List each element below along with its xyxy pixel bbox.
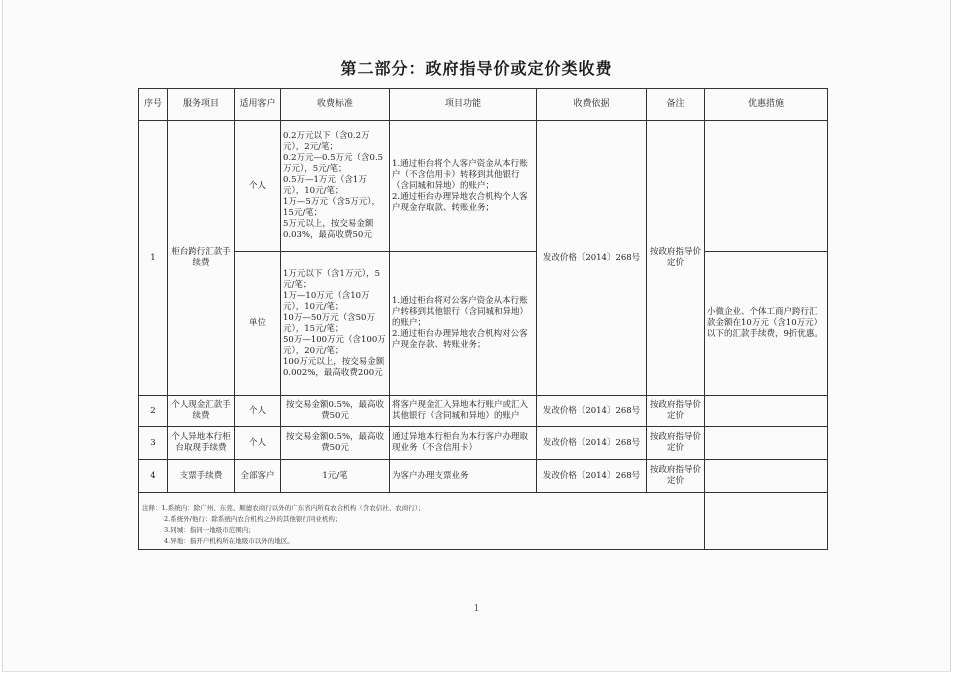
row1-seq: 1	[139, 121, 168, 396]
row1-remark: 按政府指导价定价	[647, 121, 705, 396]
row2-remark: 按政府指导价定价	[647, 396, 705, 427]
row2-standard: 按交易金额0.5%，最高收费50元	[281, 396, 390, 427]
row1-unit-standard: 1万元以下（含1万元），5元/笔； 1万—10万元（含10万元），10元/笔； 10万—50万元（含50万元），15元/笔； 50万—100万元（含100万元），20元/笔； 100万元以上，按交易金额0.002%，最高收费200元	[281, 252, 390, 396]
row2-item: 个人现金汇款手续费	[168, 396, 235, 427]
page-number: 1	[473, 604, 480, 614]
row3-basis: 发改价格〔2014〕268号	[537, 427, 647, 460]
row2-customer: 个人	[235, 396, 281, 427]
note-line: 4.异地：指开户机构所在地级市以外的地区。	[164, 537, 294, 545]
row2-function: 将客户现金汇入异地本行账户或汇入其他银行（含同城和异地）的账户	[390, 396, 537, 427]
header-function: 项目功能	[390, 89, 537, 121]
row3-remark: 按政府指导价定价	[647, 427, 705, 460]
header-item: 服务项目	[168, 89, 235, 121]
row1-item: 柜台跨行汇款手续费	[168, 121, 235, 396]
header-seq: 序号	[139, 89, 168, 121]
row3-discount	[705, 427, 828, 460]
row1-unit-function: 1.通过柜台将对公客户资金从本行账户转移到其他银行（含同城和异地）的账户； 2.通过柜台办理异地农合机构对公客户现金存款、转账业务；	[390, 252, 537, 396]
row4-discount	[705, 460, 828, 493]
row4-seq: 4	[139, 460, 168, 493]
row2-seq: 2	[139, 396, 168, 427]
row2-discount	[705, 396, 828, 427]
row4-standard: 1元/笔	[281, 460, 390, 493]
note-line: 3.同城：指同一地级市范围内；	[164, 526, 255, 534]
row1-unit-discount: 小微企业、个体工商户跨行汇款金额在10万元（含10万元）以下的汇款手续费，9折优惠。	[705, 252, 828, 396]
header-customer: 适用客户	[235, 89, 281, 121]
row3-seq: 3	[139, 427, 168, 460]
header-discount: 优惠措施	[705, 89, 828, 121]
header-basis: 收费依据	[537, 89, 647, 121]
table-row	[139, 252, 828, 396]
row2-basis: 发改价格〔2014〕268号	[537, 396, 647, 427]
page-title: 第二部分：政府指导价或定价类收费	[340, 59, 613, 78]
table-row	[139, 396, 828, 427]
note-line: 2.系统外/他行：除系统内农合机构之外的其他银行同业机构；	[164, 515, 342, 523]
row4-customer: 全部客户	[235, 460, 281, 493]
row1-basis: 发改价格〔2014〕268号	[537, 121, 647, 396]
row3-customer: 个人	[235, 427, 281, 460]
fee-table	[138, 88, 828, 550]
row1-unit-customer: 单位	[235, 252, 281, 396]
table-row	[139, 427, 828, 460]
row1-personal-standard: 0.2万元以下（含0.2万元），2元/笔； 0.2万元—0.5万元（含0.5万元），5元/笔； 0.5万—1万元（含1万元），10元/笔； 1万—5万元（含5万元），15元/笔； 5万元以上，按交易金额0.03%，最高收费50元	[281, 121, 390, 252]
row1-personal-function: 1.通过柜台将个人客户资金从本行账户（不含信用卡）转移到其他银行（含同城和异地）的账户； 2.通过柜台办理异地农合机构个人客户现金存取款、转账业务；	[390, 121, 537, 252]
table-row	[139, 460, 828, 493]
table-row	[139, 121, 828, 252]
row1-personal-customer: 个人	[235, 121, 281, 252]
note-line: 注释：1.系统内：除广州、东莞、顺德农商行以外的广东省内所有农合机构（含农信社、农商行）；	[142, 504, 425, 512]
row4-function: 为客户办理支票业务	[390, 460, 537, 493]
row1-personal-discount	[705, 121, 828, 252]
row3-item: 个人异地本行柜台取现手续费	[168, 427, 235, 460]
row4-basis: 发改价格〔2014〕268号	[537, 460, 647, 493]
table-header-row	[139, 89, 828, 121]
row3-function: 通过异地本行柜台为本行客户办理取现业务（不含信用卡）	[390, 427, 537, 460]
table-notes	[142, 503, 702, 547]
row3-standard: 按交易金额0.5%，最高收费50元	[281, 427, 390, 460]
header-standard: 收费标准	[281, 89, 390, 121]
notes-blank-cell	[705, 493, 828, 550]
header-remark: 备注	[647, 89, 705, 121]
row4-item: 支票手续费	[168, 460, 235, 493]
row4-remark: 按政府指导价定价	[647, 460, 705, 493]
